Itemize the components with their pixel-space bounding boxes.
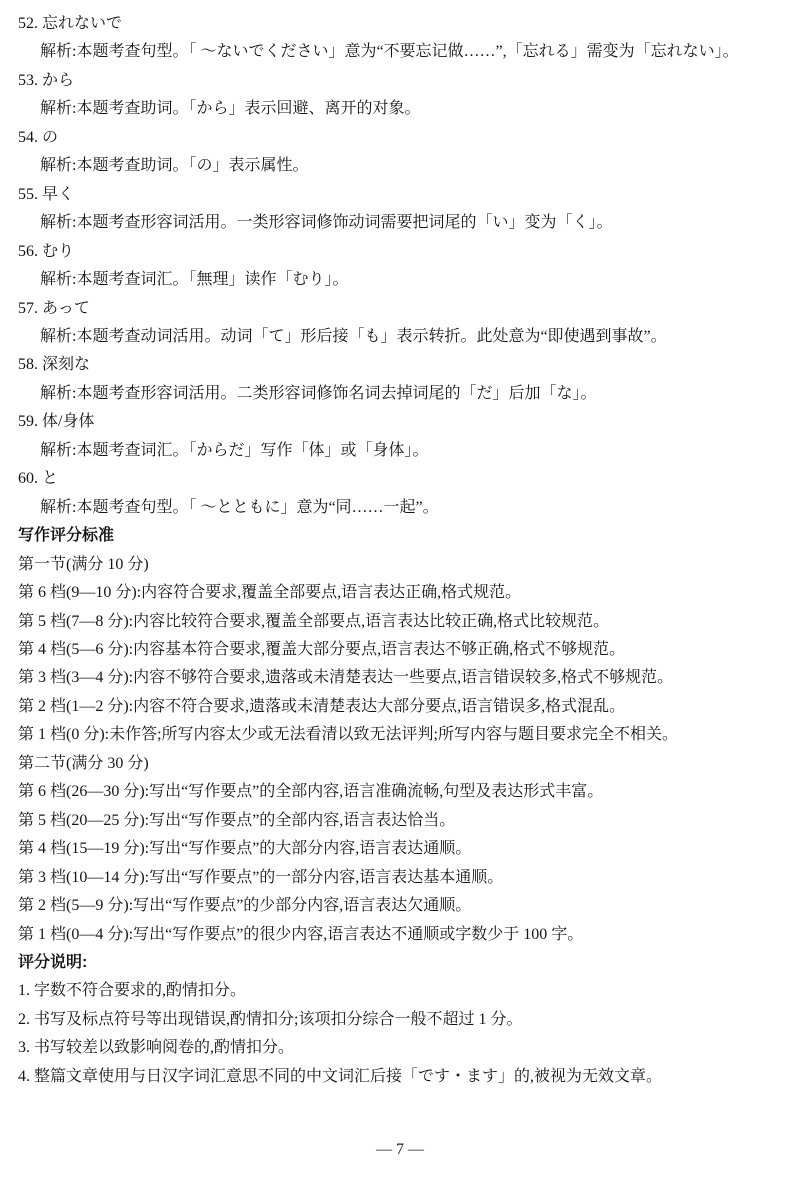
score-level-line: 第 1 档(0—4 分):写出“写作要点”的很少内容,语言表达不通顺或字数少于 100 字。 (18, 925, 584, 943)
item-answer: の (42, 128, 59, 146)
item-number-line (18, 465, 782, 493)
page-footer (0, 1136, 800, 1164)
item-answer: と (42, 470, 59, 488)
writing-standard-sections (18, 551, 782, 949)
section-title: 第一节(满分 10 分) (18, 555, 149, 573)
item-number-line (18, 351, 782, 379)
item-explanation: 解析:本题考查助词。「から」表示回避、离开的对象。 (40, 100, 421, 118)
item-answer: 体/身体 (42, 413, 95, 431)
item-number: 60. (18, 470, 38, 488)
score-level-line: 第 5 档(7—8 分):内容比较符合要求,覆盖全部要点,语言表达比较正确,格式比较规范。 (18, 612, 610, 630)
item-explanation: 解析:本题考查词汇。「無理」读作「むり」。 (40, 271, 349, 289)
scoring-notes-list (18, 977, 782, 1091)
item-number-line (18, 124, 782, 152)
item-number: 52. (18, 15, 38, 32)
score-level-line: 第 1 档(0 分):未作答;所写内容太少或无法看清以致无法评判;所写内容与题目要求完全不相关。 (18, 726, 678, 744)
scoring-note-line: 2. 书写及标点符号等出现错误,酌情扣分;该项扣分综合一般不超过 1 分。 (18, 1010, 523, 1028)
item-number: 57. (18, 299, 38, 317)
scoring-note-line: 3. 书写较差以致影响阅卷的,酌情扣分。 (18, 1039, 295, 1057)
item-explanation: 解析:本题考查句型。「 ～とともに」意为“同……一起”。 (40, 498, 439, 516)
item-answer: 深刻な (42, 356, 91, 374)
item-number-line (18, 295, 782, 323)
item-explanation: 解析:本题考查句型。「 ～ないでください」意为“不要忘记做……”,「忘れる」需变为「忘れない」。 (40, 43, 739, 61)
item-answer: あって (42, 299, 90, 317)
score-level-line: 第 6 档(26—30 分):写出“写作要点”的全部内容,语言准确流畅,句型及表达形式丰富。 (18, 783, 604, 801)
score-level-line: 第 3 档(10—14 分):写出“写作要点”的一部分内容,语言表达基本通顺。 (18, 868, 504, 886)
page-number: — 7 — (376, 1141, 424, 1158)
item-explanation: 解析:本题考查形容词活用。二类形容词修饰名词去掉词尾的「だ」后加「な」。 (40, 384, 597, 402)
item-answer: から (42, 71, 75, 89)
score-level-line: 第 2 档(5—9 分):写出“写作要点”的少部分内容,语言表达欠通顺。 (18, 897, 472, 915)
section-title: 第二节(满分 30 分) (18, 754, 149, 772)
score-level-line: 第 4 档(15—19 分):写出“写作要点”的大部分内容,语言表达通顺。 (18, 840, 472, 858)
item-number: 56. (18, 242, 38, 260)
writing-standard-heading: 写作评分标准 (18, 527, 115, 545)
item-explanation: 解析:本题考查动词活用。动词「て」形后接「も」表示转折。此处意为“即使遇到事故”。 (40, 327, 667, 345)
item-number: 58. (18, 356, 38, 374)
item-number-line (18, 67, 782, 95)
scoring-note-line: 1. 字数不符合要求的,酌情扣分。 (18, 982, 247, 1000)
item-number-line (18, 10, 782, 38)
score-level-line: 第 5 档(20—25 分):写出“写作要点”的全部内容,语言表达恰当。 (18, 811, 456, 829)
item-answer: 忘れないで (42, 15, 123, 32)
item-number: 55. (18, 185, 38, 203)
item-explanation: 解析:本题考查形容词活用。一类形容词修饰动词需要把词尾的「い」变为「く」。 (40, 214, 613, 232)
item-number-line (18, 181, 782, 209)
item-number: 54. (18, 128, 38, 146)
item-answer: 早く (42, 185, 75, 203)
score-level-line: 第 3 档(3—4 分):内容不够符合要求,遗落或未清楚表达一些要点,语言错误较多,格式不够规范。 (18, 669, 674, 687)
answer-explanation-list (18, 10, 782, 522)
item-explanation: 解析:本题考查词汇。「からだ」写作「体」或「身体」。 (40, 441, 429, 459)
item-number: 53. (18, 71, 38, 89)
item-explanation: 解析:本题考查助词。「の」表示属性。 (40, 157, 309, 175)
score-level-line: 第 4 档(5—6 分):内容基本符合要求,覆盖大部分要点,语言表达不够正确,格式不够规范。 (18, 640, 626, 658)
item-number: 59. (18, 413, 38, 431)
item-answer: むり (42, 242, 75, 260)
score-level-line: 第 2 档(1—2 分):内容不符合要求,遗落或未清楚表达大部分要点,语言错误多,格式混乱。 (18, 697, 626, 715)
score-level-line: 第 6 档(9—10 分):内容符合要求,覆盖全部要点,语言表达正确,格式规范。 (18, 584, 522, 602)
scoring-notes-heading: 评分说明: (18, 953, 88, 971)
item-number-line (18, 408, 782, 436)
item-number-line (18, 238, 782, 266)
scoring-note-line: 4. 整篇文章使用与日汉字词汇意思不同的中文词汇后接「です・ます」的,被视为无效文章。 (18, 1067, 663, 1085)
